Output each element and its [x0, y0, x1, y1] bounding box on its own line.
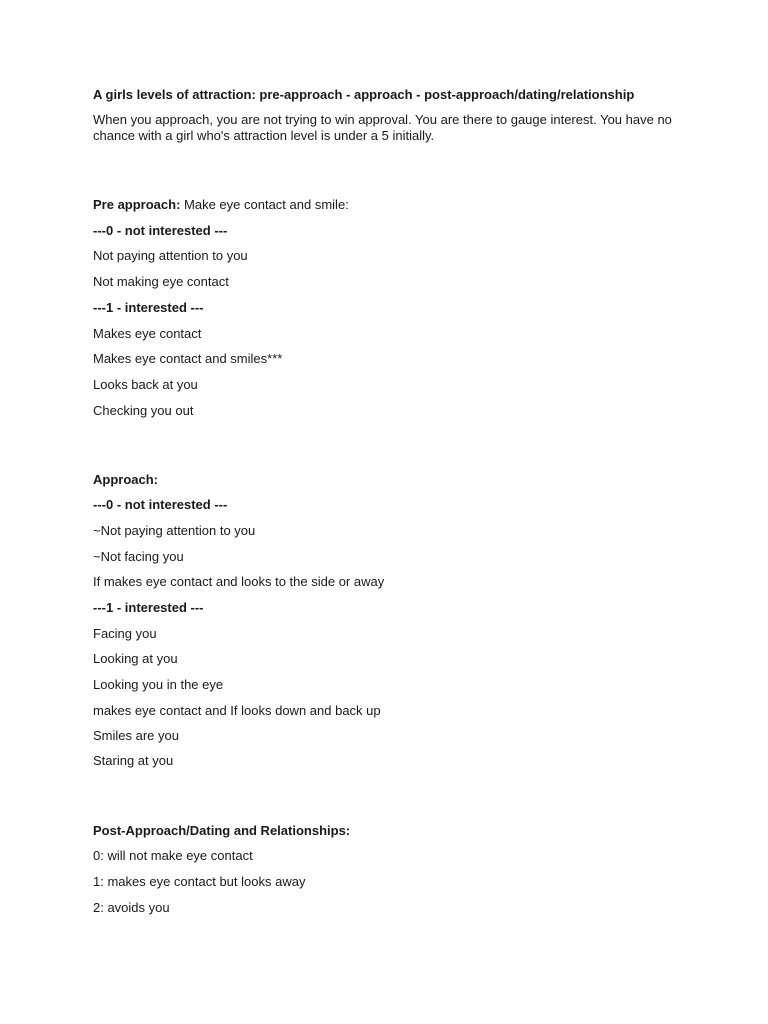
list-item: Looking you in the eye	[93, 677, 224, 692]
list-item: makes eye contact and If looks down and back up	[93, 703, 381, 718]
document-title: A girls levels of attraction: pre-approach - approach - post-approach/dating/relationship	[93, 87, 635, 102]
list-item: Not making eye contact	[93, 274, 229, 289]
pre-approach-level0-heading: ---0 - not interested ---	[93, 223, 228, 238]
list-item: Checking you out	[93, 403, 194, 418]
list-item: If makes eye contact and looks to the side or away	[93, 574, 385, 589]
pre-approach-heading: Pre approach:	[93, 197, 181, 212]
list-item: 2: avoids you	[93, 900, 170, 915]
list-item: Smiles are you	[93, 728, 179, 743]
pre-approach-heading-rest: Make eye contact and smile:	[180, 197, 349, 212]
list-item: Not paying attention to you	[93, 248, 248, 263]
post-approach-heading: Post-Approach/Dating and Relationships:	[93, 823, 351, 838]
intro-paragraph: When you approach, you are not trying to win approval. You are there to gauge interest. You have no chance with a girl who's attraction level is under a 5 initially.	[93, 112, 672, 143]
list-item: Staring at you	[93, 753, 174, 768]
list-item: Looks back at you	[93, 377, 198, 392]
list-item: Makes eye contact and smiles***	[93, 351, 283, 366]
approach-heading: Approach:	[93, 472, 158, 487]
list-item: ~Not paying attention to you	[93, 523, 256, 538]
list-item: Makes eye contact	[93, 326, 202, 341]
list-item: Looking at you	[93, 651, 178, 666]
list-item: 0: will not make eye contact	[93, 848, 253, 863]
approach-level0-heading: ---0 - not interested ---	[93, 497, 228, 512]
list-item: ~Not facing you	[93, 549, 184, 564]
pre-approach-level1-heading: ---1 - interested ---	[93, 300, 204, 315]
pre-approach-heading-line	[93, 197, 349, 213]
list-item: 1: makes eye contact but looks away	[93, 874, 306, 889]
list-item: Facing you	[93, 626, 157, 641]
approach-level1-heading: ---1 - interested ---	[93, 600, 204, 615]
